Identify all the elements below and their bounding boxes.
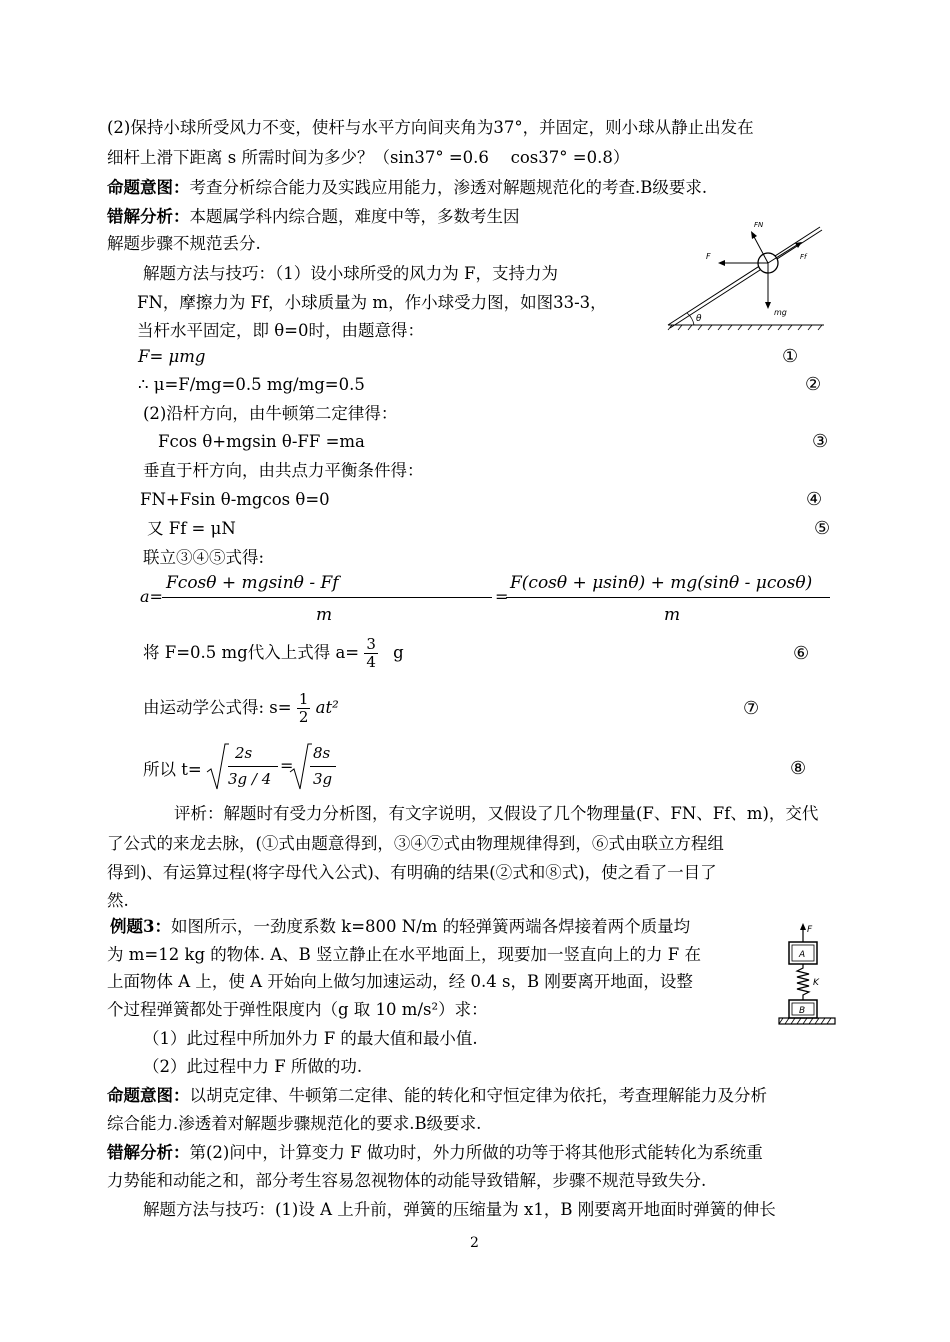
fig2-K-label: K <box>813 978 819 988</box>
fig2-F-label: F <box>807 925 813 935</box>
error-2-text-1: 第(2)问中，计算变力 F 做功时，外力所做的功等于将其他形式能转化为系统重 <box>189 1143 763 1162</box>
example-3-line-3: 上面物体 A 上，使 A 开始向上做匀加速运动，经 0.4 s，B 刚要离开地面，设整 <box>107 972 693 991</box>
substitution-g: g <box>393 643 404 662</box>
marker-2: ② <box>805 374 822 395</box>
fig1-F-label: F <box>706 252 711 261</box>
intent-2-line-2: 综合能力.渗透着对解题步骤规范化的要求.B级要求. <box>107 1114 482 1133</box>
example-3-label: 例题3： <box>110 917 171 936</box>
comment-line-4: 然. <box>107 891 129 910</box>
a-denominator-2: m <box>664 605 681 625</box>
time-prefix: 所以 t= <box>143 760 202 779</box>
kinematics-line <box>143 686 339 730</box>
sqrt-sign-1 <box>205 742 229 792</box>
fig2-A-label: A <box>799 950 806 960</box>
sqrt-sign-2 <box>288 742 312 792</box>
example-3-text-1: 如图所示，一劲度系数 k=800 N/m 的轻弹簧两端各焊接着两个质量均 <box>170 917 691 936</box>
t-equals: = <box>280 756 294 775</box>
kin-numerator: 1 <box>298 690 309 708</box>
question-1: （1）此过程中所加外力 F 的最大值和最小值. <box>143 1029 478 1048</box>
fig2-B-label: B <box>799 1006 806 1016</box>
a-numerator-1: Fcosθ + mgsinθ - Ff <box>166 573 339 593</box>
marker-5: ⑤ <box>814 518 831 539</box>
a-fraction-bar-1 <box>162 597 492 598</box>
a-equals: = <box>495 587 509 606</box>
sub-numerator: 3 <box>366 635 376 653</box>
error-2-line-1 <box>107 1142 763 1164</box>
sub-denominator: 4 <box>366 653 376 671</box>
marker-3: ③ <box>812 431 829 452</box>
t-fraction-bar-2 <box>310 766 336 767</box>
page-number: 2 <box>470 1235 479 1251</box>
intent-2-text-1: 以胡克定律、牛顿第二定律、能的转化和守恒定律为依托，考查理解能力及分析 <box>189 1086 767 1105</box>
t-denominator-2: 3g <box>313 770 333 788</box>
fig1-theta-label: θ <box>696 314 702 324</box>
equation-2: ∴ μ=F/mg=0.5 mg/mg=0.5 <box>138 375 365 394</box>
marker-4: ④ <box>806 489 823 510</box>
combine-text: 联立③④⑤式得: <box>143 548 265 567</box>
intent-2-label: 命题意图： <box>107 1086 190 1105</box>
one-half-fraction <box>297 691 311 726</box>
perpendicular-text: 垂直于杆方向，由共点力平衡条件得： <box>143 461 424 480</box>
substitution-line <box>143 631 404 675</box>
intent-1-text: 考查分析综合能力及实践应用能力，渗透对解题规范化的考查.B级要求. <box>189 178 708 197</box>
kin-denominator: 2 <box>298 708 309 726</box>
error-1-text-2: 解题步骤不规范丢分. <box>107 234 261 253</box>
fig1-Ff-label: Ff <box>800 253 807 261</box>
intent-1 <box>107 177 707 199</box>
t-numerator-2: 8s <box>313 744 331 762</box>
question-2: （2）此过程中力 F 所做的功. <box>143 1057 363 1076</box>
marker-6: ⑥ <box>793 643 810 664</box>
t-denominator-1: 3g / 4 <box>228 770 272 788</box>
problem-2-line-1: (2)保持小球所受风力不变，使杆与水平方向间夹角为37°，并固定，则小球从静止出发在 <box>107 118 754 137</box>
spring <box>797 964 809 1000</box>
a-denominator-1: m <box>316 605 333 625</box>
example-3-line-1 <box>110 916 690 938</box>
marker-1: ① <box>782 346 799 367</box>
force-Ff-arrow <box>768 243 800 263</box>
error-2-line-2: 力势能和动能之和，部分考生容易忽视物体的动能导致错解，步骤不规范导致失分. <box>107 1171 707 1190</box>
figure-spring-blocks <box>775 918 840 1033</box>
example-3-line-4: 个过程弹簧都处于弹性限度内（g 取 10 m/s²）求： <box>107 1000 488 1019</box>
error-1-text-1: 本题属学科内综合题，难度中等，多数考生因 <box>189 207 520 226</box>
equation-4: FN+Fsin θ-mgcos θ=0 <box>140 490 330 509</box>
equation-1: F= μmg <box>138 347 206 366</box>
example-3-line-2: 为 m=12 kg 的物体. A、B 竖立静止在水平地面上，现要加一竖直向上的力 F 在 <box>107 945 701 964</box>
substitution-prefix: 将 F=0.5 mg代入上式得 a= <box>143 643 360 662</box>
step-2-text: (2)沿杆方向，由牛顿第二定律得： <box>143 404 398 423</box>
equation-5: 又 Ff = μN <box>147 519 236 538</box>
time-formula <box>143 742 363 794</box>
a-lhs: a= <box>140 587 163 606</box>
method-1-line-1: 解题方法与技巧：（1）设小球所受的风力为 F，支持力为 <box>143 264 558 283</box>
equation-3: Fcos θ+mgsin θ-FF =ma <box>158 432 365 451</box>
fig1-FN-label: FN <box>754 221 764 229</box>
error-1 <box>107 206 520 228</box>
intent-1-label: 命题意图： <box>107 178 190 197</box>
fig1-mg-label: mg <box>774 308 787 317</box>
a-numerator-2: F(cosθ + μsinθ) + mg(sinθ - μcosθ) <box>510 573 813 593</box>
problem-2-line-2: 细杆上滑下距离 s 所需时间为多少？（sin37° =0.6 cos37° =0.8） <box>107 148 630 167</box>
marker-8: ⑧ <box>790 758 807 779</box>
kinematics-suffix: at² <box>315 698 339 717</box>
error-2-label: 错解分析： <box>107 1143 190 1162</box>
method-2-line-1: 解题方法与技巧：(1)设 A 上升前，弹簧的压缩量为 x1，B 刚要离开地面时弹簧的伸长 <box>143 1200 776 1219</box>
error-1-label: 错解分析： <box>107 207 190 226</box>
rod-line-1 <box>668 227 820 325</box>
method-1-line-2: FN，摩擦力为 Ff，小球质量为 m，作小球受力图，如图33-3， <box>137 293 607 312</box>
intent-2-line-1 <box>107 1085 767 1107</box>
comment-line-1: 评析：解题时有受力分析图，有文字说明，又假设了几个物理量(F、FN、Ff、m)，交代 <box>174 804 819 823</box>
comment-line-3: 得到)、有运算过程(将字母代入公式)、有明确的结果(②式和⑧式)，使之看了一目了 <box>107 863 717 882</box>
comment-line-2: 了公式的来龙去脉，(①式由题意得到，③④⑦式由物理规律得到，⑥式由联立方程组 <box>107 834 724 853</box>
method-1-line-3: 当杆水平固定，即 θ=0时，由题意得： <box>137 321 425 340</box>
a-fraction-bar-2 <box>506 597 830 598</box>
marker-7: ⑦ <box>743 698 760 719</box>
three-quarters-fraction <box>364 636 378 671</box>
t-fraction-bar-1 <box>228 766 278 767</box>
figure-ball-on-rod <box>660 207 830 332</box>
kinematics-prefix: 由运动学公式得: s= <box>143 698 292 717</box>
t-numerator-1: 2s <box>235 744 253 762</box>
